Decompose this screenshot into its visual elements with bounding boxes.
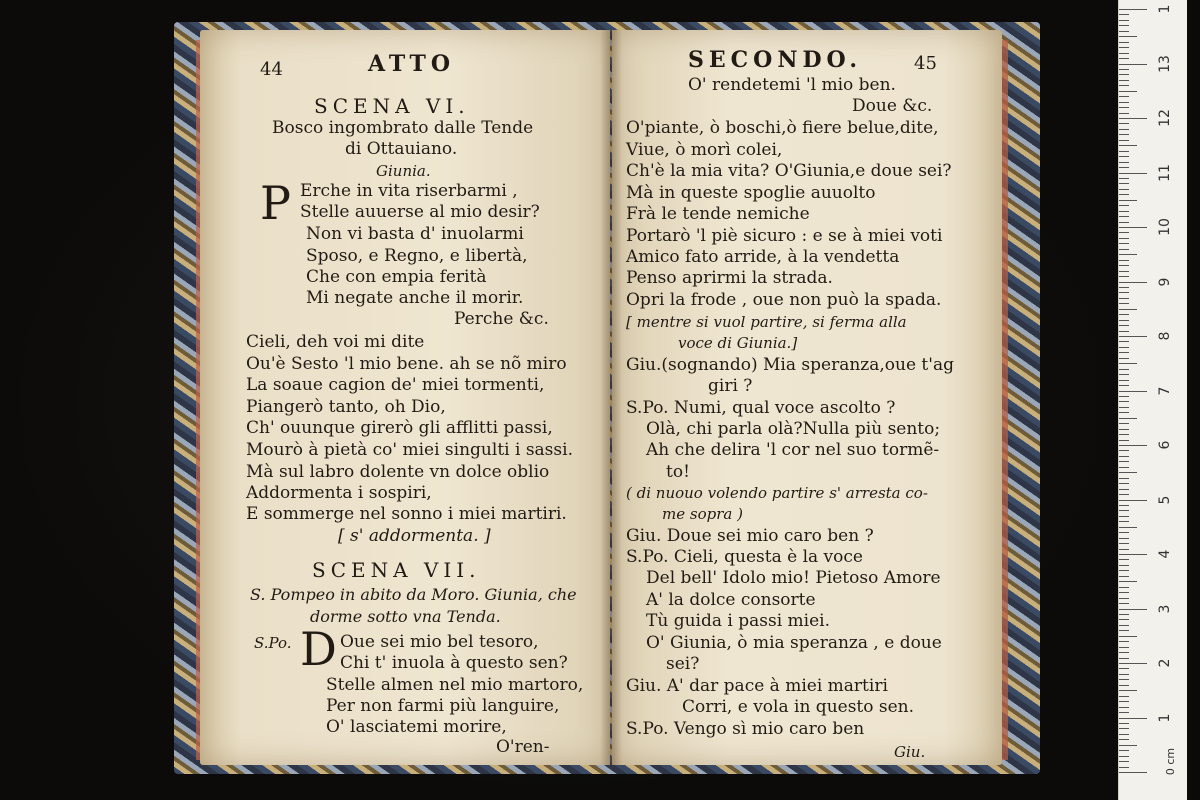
ruler-tick [1119,538,1129,539]
ruler-tick [1119,156,1129,157]
verse-line: Addormenta i sospiri, [246,483,432,503]
page-number-right: 45 [914,53,937,74]
ruler-tick [1119,440,1129,441]
ruler-tick [1119,178,1129,179]
ruler-tick [1119,20,1129,21]
verse-line: S.Po. Vengo sì mio caro ben [626,719,865,739]
ruler-tick [1119,14,1129,15]
ruler-tick [1119,500,1147,501]
ruler-tick [1119,314,1129,315]
ruler-tick [1119,527,1137,528]
ruler-tick [1119,162,1129,163]
verse-line: to! [666,462,690,482]
ruler-tick [1119,478,1129,479]
ruler-tick [1119,674,1129,675]
ruler-tick [1119,369,1129,370]
ruler-number: 7 [1157,386,1173,395]
ruler-tick [1119,341,1129,342]
verse-line: giri ? [708,376,753,396]
verse-line: Frà le tende nemiche [626,204,810,224]
ruler-number: 3 [1157,604,1173,613]
setting-line: Bosco ingombrato dalle Tende [272,118,534,138]
verse-line: Sposo, e Regno, e libertà, [306,246,528,266]
ruler-tick [1119,385,1129,386]
ruler-tick [1119,756,1129,757]
ruler-tick [1119,489,1129,490]
ruler-tick [1119,298,1129,299]
verse-line: sei? [666,654,700,674]
ruler-tick [1119,505,1129,506]
verse-line: Ch' ouunque girerò gli afflitti passi, [246,418,553,438]
ruler-tick [1119,36,1137,37]
ruler-tick [1119,472,1137,473]
verse-line: Che con empia ferità [306,267,487,287]
ruler-tick [1119,712,1129,713]
ruler-tick [1119,461,1129,462]
verse-line: Chi t' inuola à questo sen? [340,653,568,673]
ruler-tick [1119,701,1129,702]
ruler-tick [1119,668,1129,669]
ruler-tick [1119,598,1129,599]
ruler-tick [1119,456,1129,457]
ruler-tick [1119,581,1137,582]
ruler-tick [1119,282,1147,283]
ruler-tick [1119,118,1147,119]
verse-line: Penso aprirmi la strada. [626,268,833,288]
verse-line: Stelle auuerse al mio desir? [300,202,540,222]
verse-line: Del bell' Idolo mio! Pietoso Amore [646,568,941,588]
ruler-tick [1119,80,1129,81]
stage-direction: voce di Giunia.] [678,334,798,352]
verse-line: Mourò à pietà co' miei singulti i sassi. [246,440,573,460]
ruler-tick [1119,129,1129,130]
ruler-tick [1119,265,1129,266]
ruler-tick [1119,565,1129,566]
ruler-tick [1119,516,1129,517]
ruler-tick [1119,483,1129,484]
ruler-tick [1119,238,1129,239]
ruler-tick [1119,107,1129,108]
ruler-tick [1119,767,1129,768]
ruler-tick [1119,271,1129,272]
ruler-tick [1119,42,1129,43]
ruler-tick [1119,739,1129,740]
catchword: O'ren- [496,737,550,757]
ruler-tick [1119,74,1129,75]
verse-line: Ah che delira 'l cor nel suo tormẽ- [646,440,940,460]
stage-direction: [ s' addormenta. ] [338,526,491,546]
ruler-tick [1119,418,1137,419]
ruler-tick [1119,761,1129,762]
ruler-tick [1119,587,1129,588]
ruler-tick [1119,663,1147,664]
speaker-label: S.Po. [254,634,292,652]
ruler-tick [1119,549,1129,550]
ruler-tick [1119,445,1147,446]
ruler-tick [1119,222,1129,223]
ruler-tick [1119,9,1147,10]
ruler-tick [1119,145,1137,146]
book-gutter [600,30,622,765]
ruler-tick [1119,603,1129,604]
ruler-number: 5 [1157,495,1173,504]
ruler-tick [1119,254,1137,255]
ruler-tick [1119,292,1129,293]
ruler-tick [1119,47,1129,48]
stage-direction: [ mentre si vuol partire, si ferma alla [626,313,907,331]
verse-line: Portarò 'l piè sicuro : e se à miei voti [626,226,943,246]
measuring-ruler [1118,0,1187,800]
ruler-tick [1119,167,1129,168]
right-page [612,30,1002,765]
verse-line: Giu.(sognando) Mia speranza,oue t'ag [626,355,954,375]
verse-line: Mà in queste spoglie auuolto [626,183,876,203]
ruler-tick [1119,232,1129,233]
ruler-tick [1119,64,1147,65]
verse-line: O' Giunia, ò mia speranza , e doue [646,633,942,653]
ruler-number: 4 [1157,549,1173,559]
ruler-tick [1119,434,1129,435]
verse-line: La soaue cagion de' miei tormenti, [246,375,545,395]
ruler-tick [1119,374,1129,375]
ruler-tick [1119,559,1129,560]
ruler-number: 1 [1157,4,1173,14]
ruler-tick [1119,358,1129,359]
verse-line: Giu. Doue sei mio caro ben ? [626,526,874,546]
ruler-tick [1119,53,1129,54]
ruler-unit-label: 0 cm [1164,747,1178,776]
stage-direction: me sopra ) [662,505,743,523]
ruler-tick [1119,260,1129,261]
ruler-tick [1119,543,1129,544]
ruler-tick [1119,380,1129,381]
ruler-tick [1119,363,1137,364]
ruler-tick [1119,641,1129,642]
ruler-tick [1119,750,1129,751]
drop-cap: D [300,622,337,676]
ruler-tick [1119,396,1129,397]
ruler-tick [1119,554,1147,555]
ruler-tick [1119,287,1129,288]
running-head-right: SECONDO. [688,47,863,73]
ruler-tick [1119,401,1129,402]
verse-line: Tù guida i passi miei. [646,611,830,631]
ruler-tick [1119,745,1137,746]
verse-line: Cieli, deh voi mi dite [246,332,425,352]
catchword: Giu. [894,743,926,761]
running-head-left: ATTO [368,51,455,77]
ruler-tick [1119,347,1129,348]
ruler-tick [1119,151,1129,152]
ruler-tick [1119,772,1147,773]
ruler-tick [1119,102,1129,103]
ruler-tick [1119,216,1129,217]
scene-title: SCENA VII. [312,558,481,582]
ruler-tick [1119,521,1129,522]
verse-line: Amico fato arride, à la vendetta [626,247,900,267]
ruler-tick [1119,134,1129,135]
ruler-tick [1119,391,1147,392]
verse-line: S.Po. Cieli, questa è la voce [626,547,863,567]
ruler-tick [1119,85,1129,86]
ruler-tick [1119,309,1137,310]
scene-description: dorme sotto vna Tenda. [310,607,501,626]
ruler-tick [1119,685,1129,686]
ruler-tick [1119,609,1147,610]
ruler-tick [1119,205,1129,206]
verse-line: Ch'è la mia vita? O'Giunia,e doue sei? [626,161,952,181]
verse-line: Piangerò tanto, oh Dio, [246,397,446,417]
page-number-left: 44 [260,59,283,80]
ruler-tick [1119,734,1129,735]
ruler-tick [1119,636,1137,637]
scene-description: S. Pompeo in abito da Moro. Giunia, che [250,585,577,604]
verse-line: Erche in vita riserbarmi , [300,181,518,201]
verse-line: Perche &c. [454,309,549,329]
verse-line: O' lasciatemi morire, [326,717,507,737]
ruler-tick [1119,429,1129,430]
ruler-tick [1119,614,1129,615]
ruler-tick [1119,619,1129,620]
ruler-tick [1119,331,1129,332]
ruler-tick [1119,91,1137,92]
ruler-tick [1119,647,1129,648]
verse-line: Olà, chi parla olà?Nulla più sento; [646,419,941,439]
verse-line: Non vi basta d' inuolarmi [306,224,524,244]
ruler-tick [1119,194,1129,195]
ruler-number: 8 [1157,331,1173,341]
verse-line: O' rendetemi 'l mio ben. [688,75,896,95]
ruler-tick [1119,625,1129,626]
ruler-tick [1119,630,1129,631]
verse-line: Ou'è Sesto 'l mio bene. ah se nõ miro [246,354,567,374]
verse-line: S.Po. Numi, qual voce ascolto ? [626,398,896,418]
verse-line: Doue &c. [852,96,933,116]
ruler-tick [1119,336,1147,337]
ruler-number: 1 [1157,713,1173,722]
ruler-tick [1119,728,1129,729]
ruler-tick [1119,183,1129,184]
verse-line: Giu. A' dar pace à miei martiri [626,676,888,696]
ruler-tick [1119,592,1129,593]
verse-line: Mà sul labro dolente vn dolce oblio [246,462,550,482]
ruler-tick [1119,407,1129,408]
ruler-tick [1119,325,1129,326]
ruler-tick [1119,31,1129,32]
ruler-tick [1119,696,1129,697]
left-page [200,30,610,765]
ruler-tick [1119,123,1129,124]
ruler-tick [1119,510,1129,511]
ruler-tick [1119,723,1129,724]
ruler-tick [1119,189,1129,190]
ruler-tick [1119,249,1129,250]
ruler-tick [1119,467,1129,468]
ruler-tick [1119,303,1129,304]
ruler-tick [1119,320,1129,321]
ruler-number: 11 [1157,163,1173,182]
ruler-tick [1119,113,1129,114]
speaker-label: Giunia. [376,162,431,180]
ruler-number: 9 [1157,277,1173,286]
ruler-tick [1119,570,1129,571]
ruler-tick [1119,211,1129,212]
verse-line: E sommerge nel sonno i miei martiri. [246,504,567,524]
verse-line: Oue sei mio bel tesoro, [340,632,539,652]
ruler-tick [1119,25,1129,26]
ruler-tick [1119,96,1129,97]
ruler-tick [1119,450,1129,451]
ruler-tick [1119,658,1129,659]
verse-line: Per non farmi più languire, [326,696,560,716]
ruler-tick [1119,679,1129,680]
ruler-tick [1119,69,1129,70]
setting-line: di Ottauiano. [345,139,458,159]
ruler-number: 10 [1157,218,1173,236]
verse-line: Mi negate anche il morir. [306,288,524,308]
ruler-tick [1119,352,1129,353]
ruler-number: 12 [1157,109,1173,127]
ruler-tick [1119,576,1129,577]
verse-line: Opri la frode , oue non può la spada. [626,290,942,310]
ruler-tick [1119,423,1129,424]
ruler-tick [1119,652,1129,653]
ruler-tick [1119,173,1147,174]
verse-line: A' la dolce consorte [646,590,816,610]
ruler-number: 6 [1157,440,1173,450]
ruler-tick [1119,707,1129,708]
ruler-tick [1119,243,1129,244]
ruler-tick [1119,200,1137,201]
verse-line: O'piante, ò boschi,ò fiere belue,dite, [626,118,939,138]
ruler-number: 13 [1157,54,1173,73]
drop-cap: P [260,176,291,230]
verse-line: Viue, ò morì colei, [626,140,783,160]
ruler-tick [1119,718,1147,719]
ruler-tick [1119,412,1129,413]
verse-line: Corri, e vola in questo sen. [682,697,915,717]
scene-title: SCENA VI. [314,94,470,118]
ruler-tick [1119,532,1129,533]
ruler-tick [1119,227,1147,228]
verse-line: Stelle almen nel mio martoro, [326,675,584,695]
stage-direction: ( di nuouo volendo partire s' arresta co- [626,484,928,502]
ruler-tick [1119,140,1129,141]
ruler-number: 2 [1157,658,1173,668]
ruler-tick [1119,690,1137,691]
ruler-tick [1119,276,1129,277]
ruler-tick [1119,58,1129,59]
ruler-tick [1119,494,1129,495]
